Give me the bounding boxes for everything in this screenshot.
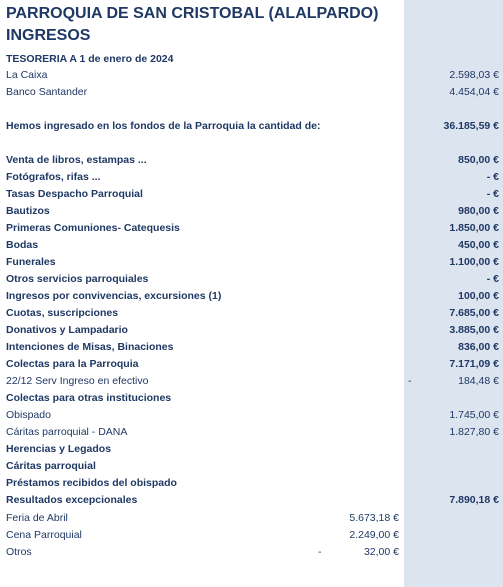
row-amount: 1.745,00 € — [449, 409, 499, 421]
row-label: Primeras Comuniones- Catequesis — [6, 222, 180, 234]
row-amount: 3.885,00 € — [449, 324, 499, 336]
ledger-row — [0, 390, 503, 407]
ledger-row — [0, 356, 503, 373]
row-label: 22/12 Serv Ingreso en efectivo — [6, 375, 149, 387]
row-label: Ingresos por convivencias, excursiones (1) — [6, 290, 222, 302]
row-label: Donativos y Lampadario — [6, 324, 128, 336]
row-label: Funerales — [6, 256, 56, 268]
ledger-row — [0, 271, 503, 288]
ledger-row — [0, 441, 503, 458]
row-amount: - € — [486, 171, 499, 183]
ledger-row — [0, 152, 503, 169]
row-amount: 1.100,00 € — [449, 256, 499, 268]
ledger-row — [0, 237, 503, 254]
parish-title: PARROQUIA DE SAN CRISTOBAL (ALALPARDO) — [6, 5, 379, 22]
row-amount: 1.850,00 € — [449, 222, 499, 234]
negative-sign: - — [408, 375, 412, 387]
ledger-row — [0, 67, 503, 84]
ledger-row — [0, 186, 503, 203]
row-label: Banco Santander — [6, 86, 88, 98]
ledger-row — [0, 51, 503, 68]
ledger-row — [0, 169, 503, 186]
row-label: TESORERIA A 1 de enero de 2024 — [6, 53, 174, 65]
row-amount: - € — [486, 188, 499, 200]
ledger-row — [0, 424, 503, 441]
row-label: Cáritas parroquial — [6, 460, 96, 472]
ledger-row — [0, 254, 503, 271]
row-sub-amount: 2.249,00 € — [349, 529, 399, 541]
row-label: Colectas para la Parroquia — [6, 358, 139, 370]
ledger-row — [0, 322, 503, 339]
section-title: INGRESOS — [6, 27, 91, 44]
row-label: Bodas — [6, 239, 39, 251]
ledger-row — [0, 475, 503, 492]
row-amount: 836,00 € — [458, 341, 499, 353]
row-sub-amount: 32,00 € — [363, 546, 399, 558]
row-amount: 7.685,00 € — [449, 307, 499, 319]
row-label: Bautizos — [6, 205, 50, 217]
row-label: Cáritas parroquial - DANA — [6, 426, 128, 438]
row-amount: 4.454,04 € — [449, 86, 499, 98]
ledger-row — [0, 373, 503, 390]
ledger-row — [0, 220, 503, 237]
negative-sign: - — [318, 546, 322, 558]
row-label: Préstamos recibidos del obispado — [6, 477, 177, 489]
row-label: Tasas Despacho Parroquial — [6, 188, 143, 200]
ledger-row — [0, 527, 503, 544]
row-sub-amount: 5.673,18 € — [349, 512, 399, 524]
row-amount: 7.171,09 € — [449, 358, 499, 370]
row-label: Feria de Abril — [6, 512, 68, 524]
row-label: Resultados excepcionales — [6, 494, 138, 506]
row-label: Herencias y Legados — [6, 443, 112, 455]
row-label: Fotógrafos, rifas ... — [6, 171, 101, 183]
row-label: Venta de libros, estampas ... — [6, 154, 147, 166]
row-amount: 100,00 € — [458, 290, 499, 302]
row-amount: - € — [486, 273, 499, 285]
ledger-row — [0, 458, 503, 475]
row-amount: 2.598,03 € — [449, 69, 499, 81]
row-label: Otros — [6, 546, 32, 558]
row-amount: 7.890,18 € — [449, 494, 499, 506]
row-label: La Caixa — [6, 69, 48, 81]
row-label: Hemos ingresado en los fondos de la Parroquia la cantidad de: — [6, 120, 321, 132]
row-amount: 450,00 € — [458, 239, 499, 251]
ledger-row — [0, 288, 503, 305]
ledger-row — [0, 407, 503, 424]
ledger-row — [0, 305, 503, 322]
row-amount: 980,00 € — [458, 205, 499, 217]
ledger-row — [0, 492, 503, 509]
ledger-row — [0, 339, 503, 356]
ledger-row — [0, 544, 503, 561]
ledger-row — [0, 510, 503, 527]
row-label: Cuotas, suscripciones — [6, 307, 119, 319]
row-label: Obispado — [6, 409, 51, 421]
row-label: Colectas para otras instituciones — [6, 392, 172, 404]
row-label: Cena Parroquial — [6, 529, 82, 541]
row-amount: 36.185,59 € — [443, 120, 499, 132]
ledger-row — [0, 203, 503, 220]
row-amount: 850,00 € — [458, 154, 499, 166]
ledger-row — [0, 84, 503, 101]
row-amount: 184,48 € — [458, 375, 499, 387]
ledger-row — [0, 118, 503, 135]
row-label: Otros servicios parroquiales — [6, 273, 149, 285]
row-amount: 1.827,80 € — [449, 426, 499, 438]
row-label: Intenciones de Misas, Binaciones — [6, 341, 174, 353]
